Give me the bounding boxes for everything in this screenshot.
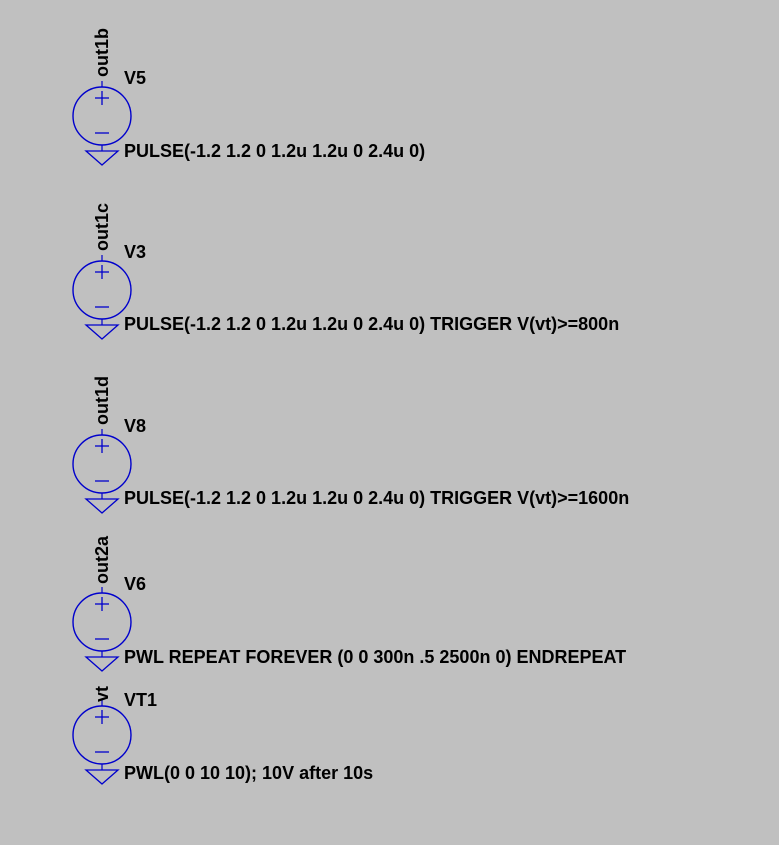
source-name: V5 <box>124 68 147 88</box>
net-label: out1d <box>92 376 112 425</box>
source-name: VT1 <box>124 690 158 710</box>
net-label: out1c <box>92 202 112 251</box>
source-value: PULSE(-1.2 1.2 0 1.2u 1.2u 0 2.4u 0) TRIGGER V(vt)>=800n <box>124 314 620 334</box>
ground-symbol <box>86 325 118 339</box>
net-label: vt <box>92 685 112 702</box>
ground-symbol <box>86 770 118 784</box>
source-name: V6 <box>124 574 147 594</box>
source-name: V3 <box>124 242 147 262</box>
ground-symbol <box>86 499 118 513</box>
ground-symbol <box>86 657 118 671</box>
source-value: PWL(0 0 10 10); 10V after 10s <box>124 763 374 783</box>
net-label: out2a <box>92 535 112 584</box>
net-label: out1b <box>92 28 112 77</box>
ground-symbol <box>86 151 118 165</box>
source-value: PULSE(-1.2 1.2 0 1.2u 1.2u 0 2.4u 0) TRIGGER V(vt)>=1600n <box>124 488 630 508</box>
source-name: V8 <box>124 416 147 436</box>
source-value: PULSE(-1.2 1.2 0 1.2u 1.2u 0 2.4u 0) <box>124 141 426 161</box>
source-value: PWL REPEAT FOREVER (0 0 300n .5 2500n 0) ENDREPEAT <box>124 647 627 667</box>
